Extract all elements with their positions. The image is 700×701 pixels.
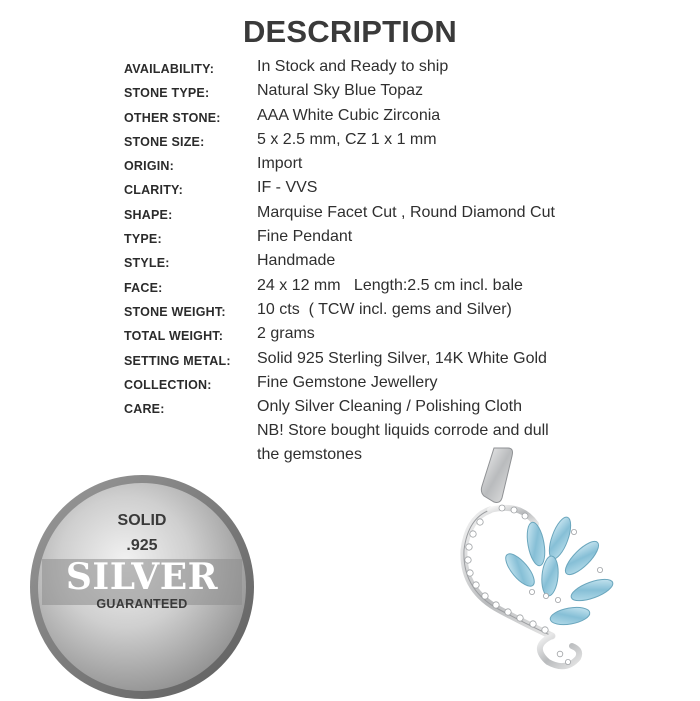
- care-note-line: the gemstones: [257, 446, 362, 463]
- spec-label: CLARITY:: [124, 183, 183, 198]
- spec-value: IF - VVS: [257, 179, 318, 197]
- spec-value: Import: [257, 155, 303, 173]
- spec-value: In Stock and Ready to ship: [257, 58, 449, 75]
- spec-label: ORIGIN:: [124, 159, 175, 174]
- badge-line-guaranteed: GUARANTEED: [96, 597, 188, 611]
- spec-value: 2 grams: [257, 325, 315, 343]
- spec-label: FACE:: [124, 280, 163, 295]
- spec-label: CARE:: [124, 402, 165, 417]
- spec-value: Fine Pendant: [257, 228, 353, 246]
- spec-row-face: [124, 277, 684, 301]
- badge-line-solid: SOLID: [117, 512, 167, 529]
- care-note-line: NB! Store bought liquids corrode and dull: [257, 422, 549, 439]
- spec-value: 10 cts ( TCW incl. gems and Silver): [257, 300, 512, 318]
- spec-label: COLLECTION:: [124, 377, 212, 392]
- spec-row-availability: [124, 58, 684, 82]
- spec-row-other-stone: [124, 107, 684, 131]
- spec-value: 5 x 2.5 mm, CZ 1 x 1 mm: [257, 130, 437, 148]
- spec-value: Handmade: [257, 252, 336, 270]
- spec-label: TOTAL WEIGHT:: [124, 329, 224, 344]
- spec-label: SETTING METAL:: [124, 353, 231, 368]
- spec-row-origin: [124, 155, 684, 179]
- spec-label: SHAPE:: [124, 207, 173, 222]
- pendant-image: [450, 440, 650, 680]
- spec-value: 24 x 12 mm Length:2.5 cm incl. bale: [257, 276, 523, 294]
- spec-value: Solid 925 Sterling Silver, 14K White Gold: [257, 349, 547, 367]
- spec-value: AAA White Cubic Zirconia: [257, 106, 441, 124]
- badge-line-silver: SILVER: [65, 556, 219, 598]
- spec-value: Marquise Facet Cut , Round Diamond Cut: [257, 203, 555, 221]
- spec-label: TYPE:: [124, 232, 162, 247]
- spec-list: [124, 58, 684, 422]
- spec-row-stone-weight: [124, 301, 684, 325]
- spec-value: Fine Gemstone Jewellery: [257, 373, 438, 391]
- spec-row-clarity: [124, 179, 684, 203]
- spec-value: Only Silver Cleaning / Polishing Cloth: [257, 398, 523, 416]
- spec-label: OTHER STONE:: [124, 110, 221, 125]
- spec-label: STONE WEIGHT:: [124, 304, 226, 319]
- spec-row-type: [124, 228, 684, 252]
- page-title: DESCRIPTION: [242, 14, 458, 49]
- spec-row-style: [124, 252, 684, 276]
- badge-line-925: .925: [126, 537, 158, 554]
- spec-row-collection: [124, 374, 684, 398]
- spec-row-total-weight: [124, 325, 684, 349]
- spec-label: AVAILABILITY:: [124, 62, 215, 76]
- spec-label: STONE TYPE:: [124, 86, 210, 101]
- spec-row-stone-size: [124, 131, 684, 155]
- spec-row-setting-metal: [124, 350, 684, 374]
- spec-label: STYLE:: [124, 256, 170, 271]
- spec-row-stone-type: [124, 82, 684, 106]
- spec-row-shape: [124, 204, 684, 228]
- spec-row-care: [124, 398, 684, 422]
- spec-label: STONE SIZE:: [124, 134, 205, 149]
- spec-value: Natural Sky Blue Topaz: [257, 82, 424, 100]
